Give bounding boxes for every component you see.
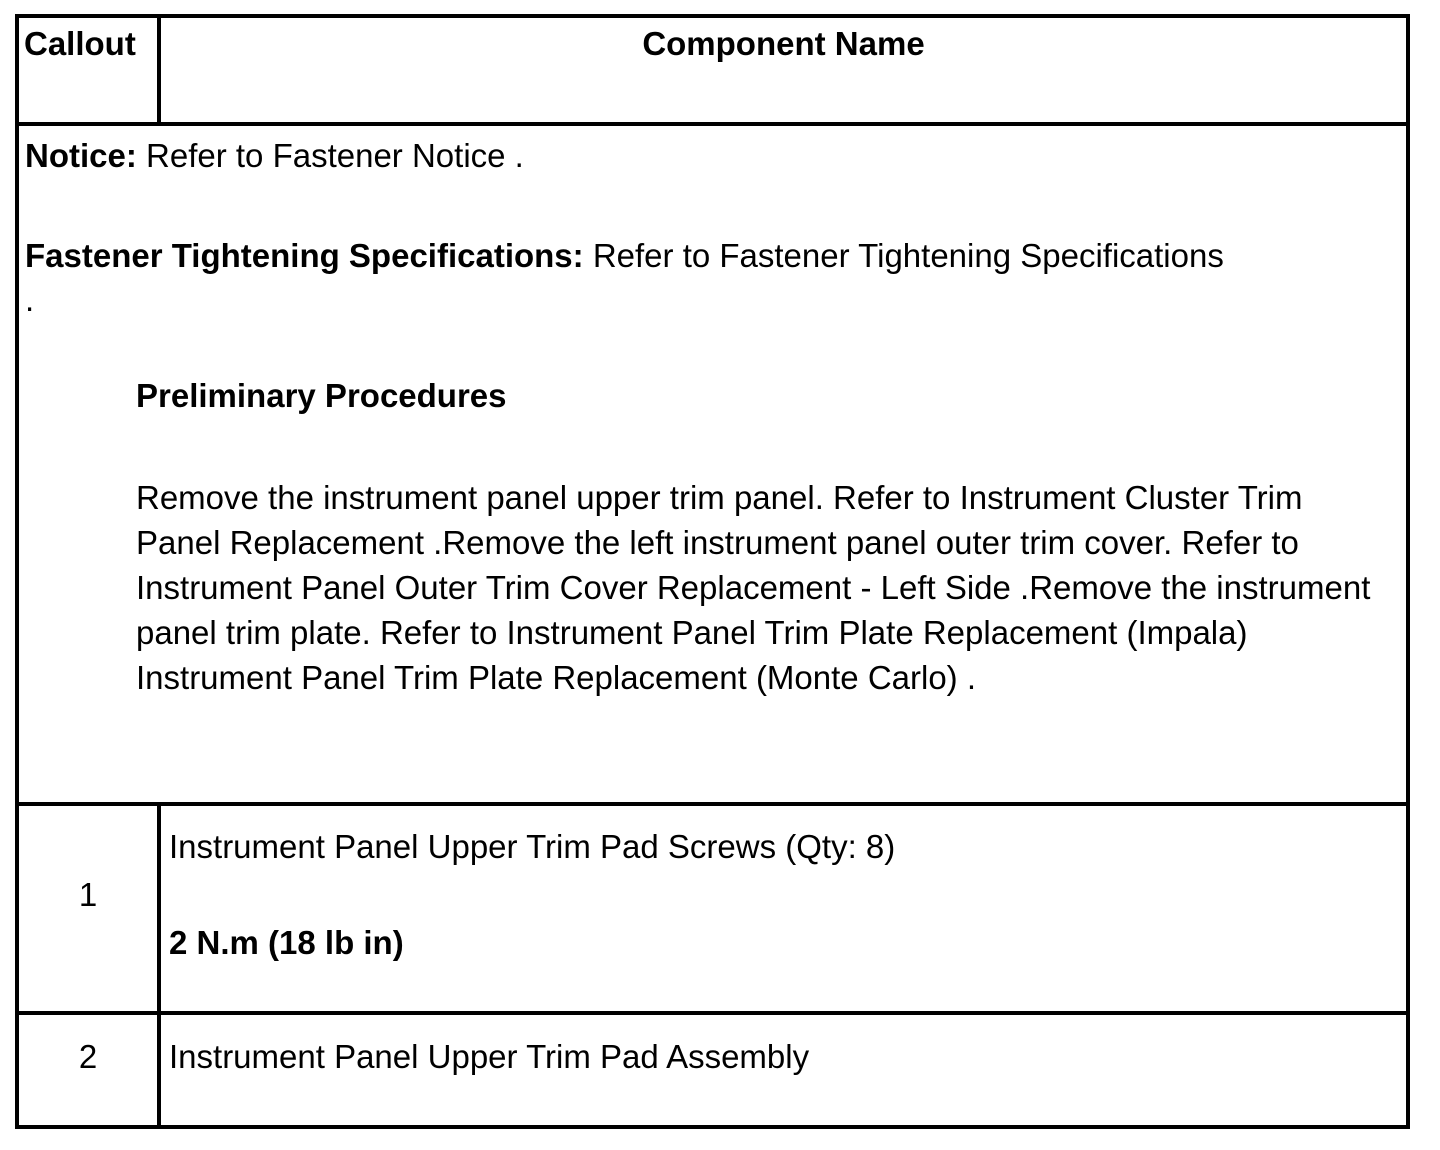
notice-row [19, 126, 1406, 806]
callout-cell [19, 803, 161, 1011]
callout-header-cell [19, 18, 161, 122]
fastener-spec-period: . [25, 281, 35, 318]
table-row [19, 1015, 1406, 1129]
table-row [19, 803, 1406, 1015]
component-name-column-header: Component Name [642, 25, 925, 62]
notice-text: Refer to Fastener Notice . [136, 137, 524, 174]
component-name: Instrument Panel Upper Trim Pad Assembly [169, 1038, 810, 1075]
torque-spec: 2 N.m (18 lb in) [169, 924, 404, 961]
preliminary-procedures-title: Preliminary Procedures [136, 377, 507, 414]
table-header-row [19, 18, 1406, 126]
component-name: Instrument Panel Upper Trim Pad Screws (Qty: 8) [169, 828, 896, 865]
fastener-spec-line [25, 234, 1224, 278]
fastener-spec-text: Refer to Fastener Tightening Specifications [583, 237, 1224, 274]
notice-label: Notice: [25, 137, 137, 174]
component-cell [161, 803, 1406, 1011]
component-header-cell [161, 18, 1406, 122]
callout-column-header: Callout [24, 25, 136, 62]
notice-line [25, 134, 524, 178]
callout-number: 1 [78, 876, 98, 913]
preliminary-procedures-body: Remove the instrument panel upper trim panel. Refer to Instrument Cluster Trim Panel Replacement .Remove the left instrument panel outer trim cover. Refer to Instrument Panel Outer Trim Cover Replacement - Left Side .Remove the instrument panel trim plate. Refer to Instrument Panel Trim Plate Replacement (Impala) Instrument Panel Trim Plate Replacement (Monte Carlo) . [136, 479, 1371, 696]
callout-number: 2 [78, 1038, 98, 1075]
callout-cell [19, 1015, 161, 1129]
component-table [15, 14, 1410, 1129]
component-cell [161, 1015, 1406, 1129]
fastener-spec-label: Fastener Tightening Specifications: [25, 237, 584, 274]
